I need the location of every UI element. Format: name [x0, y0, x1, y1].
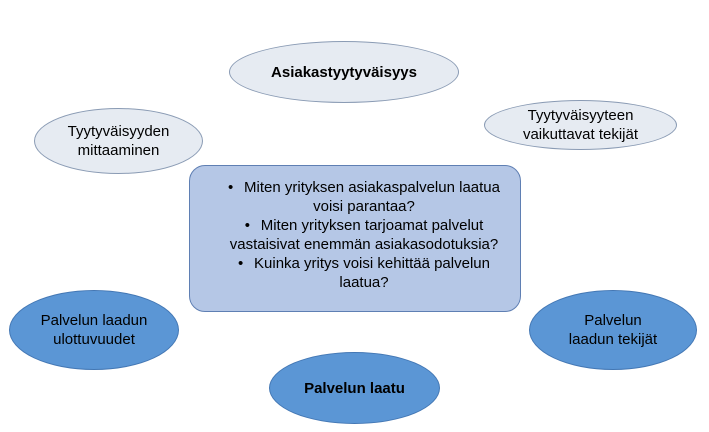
question-line-2: laatua?: [339, 274, 389, 291]
node-palvelun-laadun-tekijat: [529, 290, 697, 370]
node-asiakastyytyvaisyys: [229, 41, 459, 103]
question-line-1: Kuinka yritys voisi kehittää palvelun: [254, 255, 490, 272]
node-label: Asiakastyytyväisyys: [271, 63, 417, 81]
node-label: Palvelun laatu: [304, 379, 405, 397]
node-label-line-1: Tyytyväisyyden: [67, 123, 170, 140]
question-line-1: Miten yrityksen tarjoamat palvelut: [260, 217, 484, 234]
question-item: [204, 254, 506, 292]
node-label-line-2: laadun tekijät: [568, 331, 658, 348]
question-list: [204, 178, 506, 292]
node-label-line-2: mittaaminen: [77, 142, 160, 159]
node-palvelun-laadun-ulottuvuudet: [9, 290, 179, 370]
node-label-line-2: ulottuvuudet: [53, 331, 135, 348]
node-label-line-1: Tyytyväisyyteen: [527, 107, 634, 124]
node-label-line-1: Palvelun laadun: [40, 312, 148, 329]
question-line-2: vastaisivat enemmän asiakasodotuksia?: [229, 236, 499, 253]
node-palvelun-laatu: [269, 352, 440, 424]
bullet-icon: •: [244, 217, 250, 234]
node-label-line-1: Palvelun: [584, 312, 642, 329]
question-line-2: voisi parantaa?: [313, 198, 415, 215]
node-label-line-2: vaikuttavat tekijät: [522, 126, 639, 143]
bullet-icon: •: [238, 255, 244, 272]
node-tyytyvaisyyden-mittaaminen: [34, 108, 203, 174]
question-line-1: Miten yrityksen asiakaspalvelun laatua: [244, 179, 500, 196]
question-item: [204, 178, 506, 216]
question-item: [204, 216, 506, 254]
node-tyytyvaisyyteen-vaikuttavat-tekijat: [484, 100, 677, 150]
center-questions-box: [189, 165, 521, 312]
bullet-icon: •: [228, 179, 234, 196]
